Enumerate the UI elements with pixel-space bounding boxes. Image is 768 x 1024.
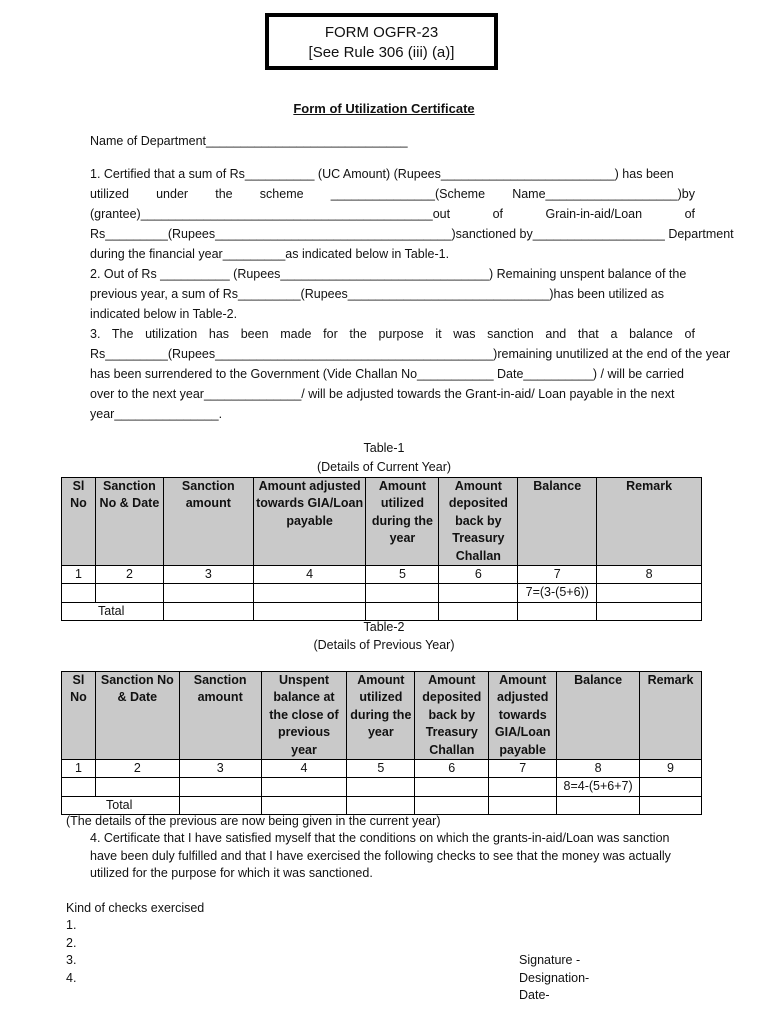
table2-number-cell: 4: [261, 760, 347, 778]
table2-header-row: [62, 672, 702, 760]
table2-empty-cell: [347, 778, 415, 796]
table2-header-cell: Amount adjusted towards GIA/Loan payable: [489, 672, 557, 760]
table2-header-cell: Amount utilized during the year: [347, 672, 415, 760]
para3-line-3: has been surrendered to the Government (Vide Challan No___________ Date__________) / will be carried: [90, 367, 684, 381]
table1-number-cell: 3: [163, 566, 253, 584]
table2-empty-cell: [62, 778, 96, 796]
signature-label: Signature -: [519, 953, 581, 967]
table1-header-cell: Remark: [597, 478, 702, 566]
table2-empty-cell: [415, 796, 489, 814]
table1-number-cell: 4: [253, 566, 366, 584]
table2-number-cell: 7: [489, 760, 557, 778]
table1-number-cell: 2: [95, 566, 163, 584]
table2-number-cell: 5: [347, 760, 415, 778]
para2-line-2: previous year, a sum of Rs_________(Rupees_____________________________)has been utilized as: [90, 287, 665, 301]
table2-header-cell: Unspent balance at the close of previous year: [261, 672, 347, 760]
table2-subcaption: (Details of Previous Year): [313, 638, 455, 652]
checks-title: Kind of checks exercised: [66, 901, 205, 915]
table1-empty-cell: [253, 602, 366, 620]
table2-empty-cell: [261, 778, 347, 796]
table1-number-cell: 6: [439, 566, 518, 584]
table2-empty-cell: [95, 778, 179, 796]
table1-empty-cell: [597, 602, 702, 620]
table2-empty-cell: [640, 796, 702, 814]
table2-empty-cell: [261, 796, 347, 814]
table2-caption: Table-2: [363, 620, 405, 634]
para1-line-4: Rs_________(Rupees__________________________________)sanctioned by___________________ Department: [90, 227, 734, 241]
table1-formula-row: [62, 584, 702, 602]
check-item: 4.: [66, 971, 77, 985]
table2-empty-cell: [179, 796, 261, 814]
table1-number-cell: 8: [597, 566, 702, 584]
table1-header-cell: Balance: [518, 478, 597, 566]
table1-empty-cell: [62, 584, 96, 602]
table2-empty-cell: [179, 778, 261, 796]
table1-number-row: [62, 566, 702, 584]
table2-empty-cell: [347, 796, 415, 814]
table2-empty-cell: [557, 796, 640, 814]
table2-number-cell: 2: [95, 760, 179, 778]
table1-total-label: Tatal: [62, 602, 164, 620]
table1-caption: Table-1: [363, 441, 405, 455]
para2-line-3: indicated below in Table-2.: [90, 307, 238, 321]
table1-subcaption: (Details of Current Year): [316, 460, 452, 474]
para4-line-2: have been duly fulfilled and that I have exercised the following checks to see that the money was actually: [90, 849, 671, 863]
table1-total-row: [62, 602, 702, 620]
date-label: Date-: [519, 988, 550, 1002]
table1-header-cell: Sl No: [62, 478, 96, 566]
para3-line-4: over to the next year______________/ will be adjusted towards the Grant-in-aid/ Loan payable in the next: [90, 387, 675, 401]
para3-line-5: year_______________.: [90, 407, 223, 421]
table1-empty-cell: [366, 584, 439, 602]
table1-empty-cell: [518, 602, 597, 620]
table2-number-cell: 6: [415, 760, 489, 778]
form-header-box: [265, 13, 498, 70]
table2-empty-cell: [640, 778, 702, 796]
table-current-year: [61, 477, 702, 621]
table2-header-cell: Amount deposited back by Treasury Challan: [415, 672, 489, 760]
para3-line-2: Rs_________(Rupees________________________________________)remaining unutilized at the end of the year: [90, 347, 731, 361]
table2-header-cell: Sl No: [62, 672, 96, 760]
para1-line-3: (grantee)__________________________________________out of Grain-in-aid/Loan of: [90, 207, 695, 221]
table-previous-year: [61, 671, 702, 815]
form-number: FORM OGFR-23: [324, 24, 439, 41]
para1-line-5: during the financial year_________as indicated below in Table-1.: [90, 247, 450, 261]
table2-empty-cell: [489, 796, 557, 814]
check-item: 1.: [66, 918, 77, 932]
form-rule: [See Rule 306 (iii) (a)]: [308, 44, 455, 61]
table1-header-cell: Amount adjusted towards GIA/Loan payable: [253, 478, 366, 566]
table1-number-cell: 5: [366, 566, 439, 584]
table2-empty-cell: [489, 778, 557, 796]
para3-line-1: 3. The utilization has been made for the purpose it was sanction and that a balance of: [90, 327, 695, 341]
table1-empty-cell: [439, 602, 518, 620]
table1-empty-cell: [253, 584, 366, 602]
para4-line-1: 4. Certificate that I have satisfied myself that the conditions on which the grants-in-aid/Loan was sanction: [90, 831, 670, 845]
table1-header-cell: Amount utilized during the year: [366, 478, 439, 566]
table1-empty-cell: [597, 584, 702, 602]
department-field: Name of Department_____________________________: [90, 134, 408, 148]
table2-header-cell: Sanction No & Date: [95, 672, 179, 760]
table2-total-label: Total: [62, 796, 180, 814]
designation-label: Designation-: [519, 971, 590, 985]
page-title: Form of Utilization Certificate: [293, 101, 475, 116]
table1-header-cell: Amount deposited back by Treasury Challan: [439, 478, 518, 566]
table2-empty-cell: [415, 778, 489, 796]
table1-empty-cell: [95, 584, 163, 602]
table1-number-cell: 1: [62, 566, 96, 584]
para2-line-1: 2. Out of Rs __________ (Rupees______________________________) Remaining unspent balance of the: [90, 267, 687, 281]
table1-number-cell: 7: [518, 566, 597, 584]
table2-header-cell: Balance: [557, 672, 640, 760]
previous-year-note: (The details of the previous are now being given in the current year): [66, 814, 441, 828]
table1-header-cell: Sanction amount: [163, 478, 253, 566]
check-item: 2.: [66, 936, 77, 950]
table1-header-cell: Sanction No & Date: [95, 478, 163, 566]
para4-line-3: utilized for the purpose for which it was sanctioned.: [90, 866, 373, 880]
table1-empty-cell: [163, 584, 253, 602]
table2-number-row: [62, 760, 702, 778]
table2-number-cell: 9: [640, 760, 702, 778]
table1-header-row: [62, 478, 702, 566]
table2-formula-cell: 8=4-(5+6+7): [557, 778, 640, 796]
table1-formula-cell: 7=(3-(5+6)): [518, 584, 597, 602]
table2-formula-row: [62, 778, 702, 796]
para1-line-1: 1. Certified that a sum of Rs__________ (UC Amount) (Rupees_________________________) has been: [90, 167, 674, 181]
table2-header-cell: Remark: [640, 672, 702, 760]
table2-header-cell: Sanction amount: [179, 672, 261, 760]
table2-number-cell: 3: [179, 760, 261, 778]
table2-total-row: [62, 796, 702, 814]
table2-number-cell: 8: [557, 760, 640, 778]
table1-empty-cell: [163, 602, 253, 620]
table2-number-cell: 1: [62, 760, 96, 778]
check-item: 3.: [66, 953, 77, 967]
table1-empty-cell: [366, 602, 439, 620]
para1-line-2: utilized under the scheme _______________(Scheme Name___________________)by: [90, 187, 695, 201]
table1-empty-cell: [439, 584, 518, 602]
